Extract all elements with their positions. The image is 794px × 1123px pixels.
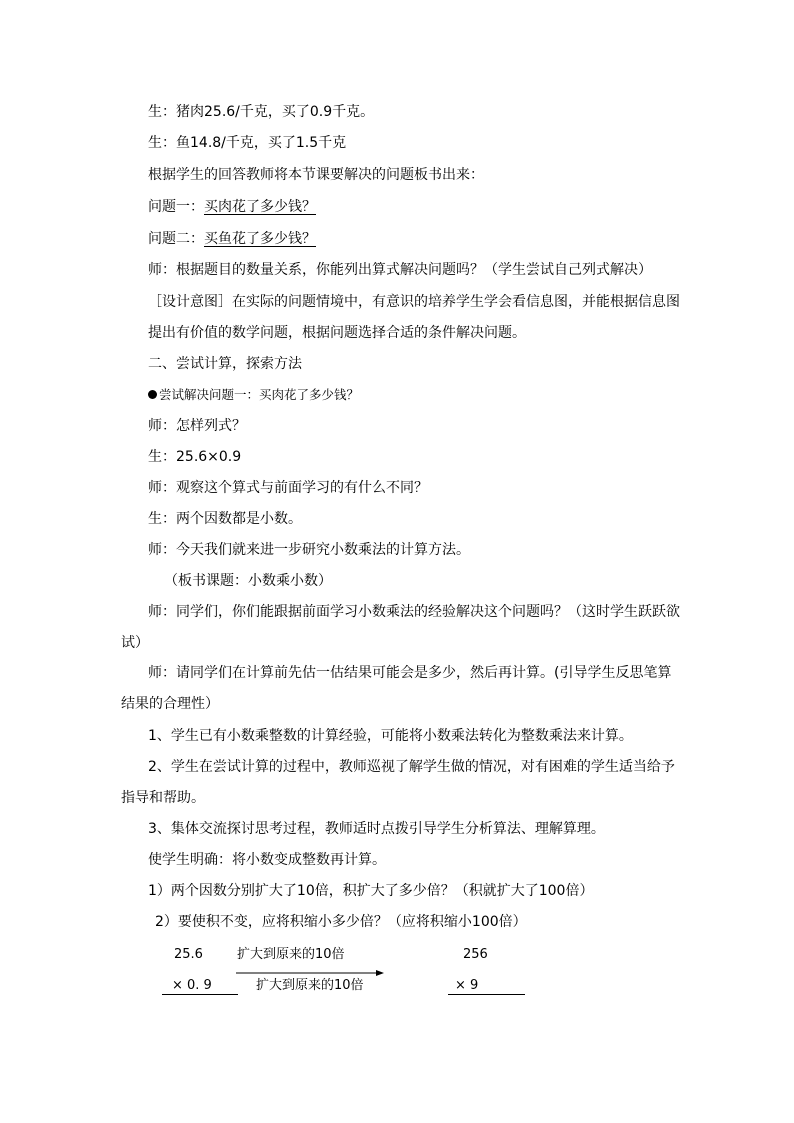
bullet-line — [148, 386, 359, 404]
calc-left-underline — [162, 994, 238, 995]
text-line: 使学生明确：将小数变成整数再计算。 — [148, 852, 386, 868]
text-line: 师：同学们，你们能跟据前面学习小数乘法的经验解决这个问题吗？（这时学生跃跃欲 — [148, 604, 680, 620]
right-arrow-icon — [236, 969, 384, 977]
calc-right-underline — [448, 994, 525, 995]
question-two-line — [148, 230, 316, 248]
text-line: 师：观察这个算式与前面学习的有什么不同？ — [148, 480, 428, 496]
question-one-text: 买肉花了多少钱？ — [204, 199, 316, 215]
text-line: 提出有价值的数学问题，根据问题选择合适的条件解决问题。 — [148, 325, 526, 341]
text-line: 生：两个因数都是小数。 — [148, 511, 302, 527]
calc-left-bottom: × 0. 9 — [172, 978, 212, 993]
text-line: 师：怎样列式？ — [148, 418, 246, 434]
text-line: 2、学生在尝试计算的过程中，教师巡视了解学生做的情况，对有困难的学生适当给予 — [148, 759, 675, 775]
text-line: 师：请同学们在计算前先估一估结果可能会是多少，然后再计算。(引导学生反思笔算 — [148, 665, 672, 681]
text-line: ［设计意图］在实际的问题情境中，有意识的培养学生学会看信息图，并能根据信息图 — [148, 294, 680, 310]
text-line: 师：根据题目的数量关系，你能列出算式解决问题吗？（学生尝试自己列式解决） — [148, 262, 652, 278]
text-line: 1）两个因数分别扩大了10倍，积扩大了多少倍？（积就扩大了100倍） — [148, 883, 594, 899]
bullet-text: 尝试解决问题一：买肉花了多少钱？ — [159, 387, 360, 402]
calc-right-bottom: × 9 — [455, 978, 479, 993]
text-line: 指导和帮助。 — [121, 790, 205, 806]
calc-left-top: 25.6 — [174, 947, 203, 962]
text-line: 2）要使积不变，应将积缩小多少倍？（应将积缩小100倍） — [155, 914, 527, 930]
question-one-line — [148, 198, 316, 216]
text-line: 根据学生的回答教师将本节课要解决的问题板书出来： — [148, 167, 484, 183]
calc-arrow-label-top: 扩大到原来的10倍 — [237, 947, 345, 962]
text-line: 生：鱼14.8/千克，买了1.5千克 — [148, 135, 347, 151]
section-heading: 二、尝试计算，探索方法 — [148, 356, 302, 372]
board-title: （板书课题：小数乘小数） — [164, 573, 332, 589]
text-line: 生：25.6×0.9 — [148, 449, 242, 465]
question-one-prefix: 问题一： — [148, 199, 204, 215]
calc-right-top: 256 — [463, 947, 488, 962]
text-line: 试） — [121, 635, 149, 651]
question-two-text: 买鱼花了多少钱？ — [204, 231, 316, 247]
bullet-icon — [148, 390, 157, 399]
text-line: 3、集体交流探讨思考过程，教师适时点拨引导学生分析算法、理解算理。 — [148, 821, 605, 837]
text-line: 1、学生已有小数乘整数的计算经验，可能将小数乘法转化为整数乘法来计算。 — [148, 728, 633, 744]
calc-arrow-label-bottom: 扩大到原来的10倍 — [256, 978, 364, 993]
text-line: 生：猪肉25.6/千克，买了0.9千克。 — [148, 104, 375, 120]
text-line: 师：今天我们就来进一步研究小数乘法的计算方法。 — [148, 542, 470, 558]
question-two-prefix: 问题二： — [148, 231, 204, 247]
text-line: 结果的合理性） — [121, 696, 219, 712]
